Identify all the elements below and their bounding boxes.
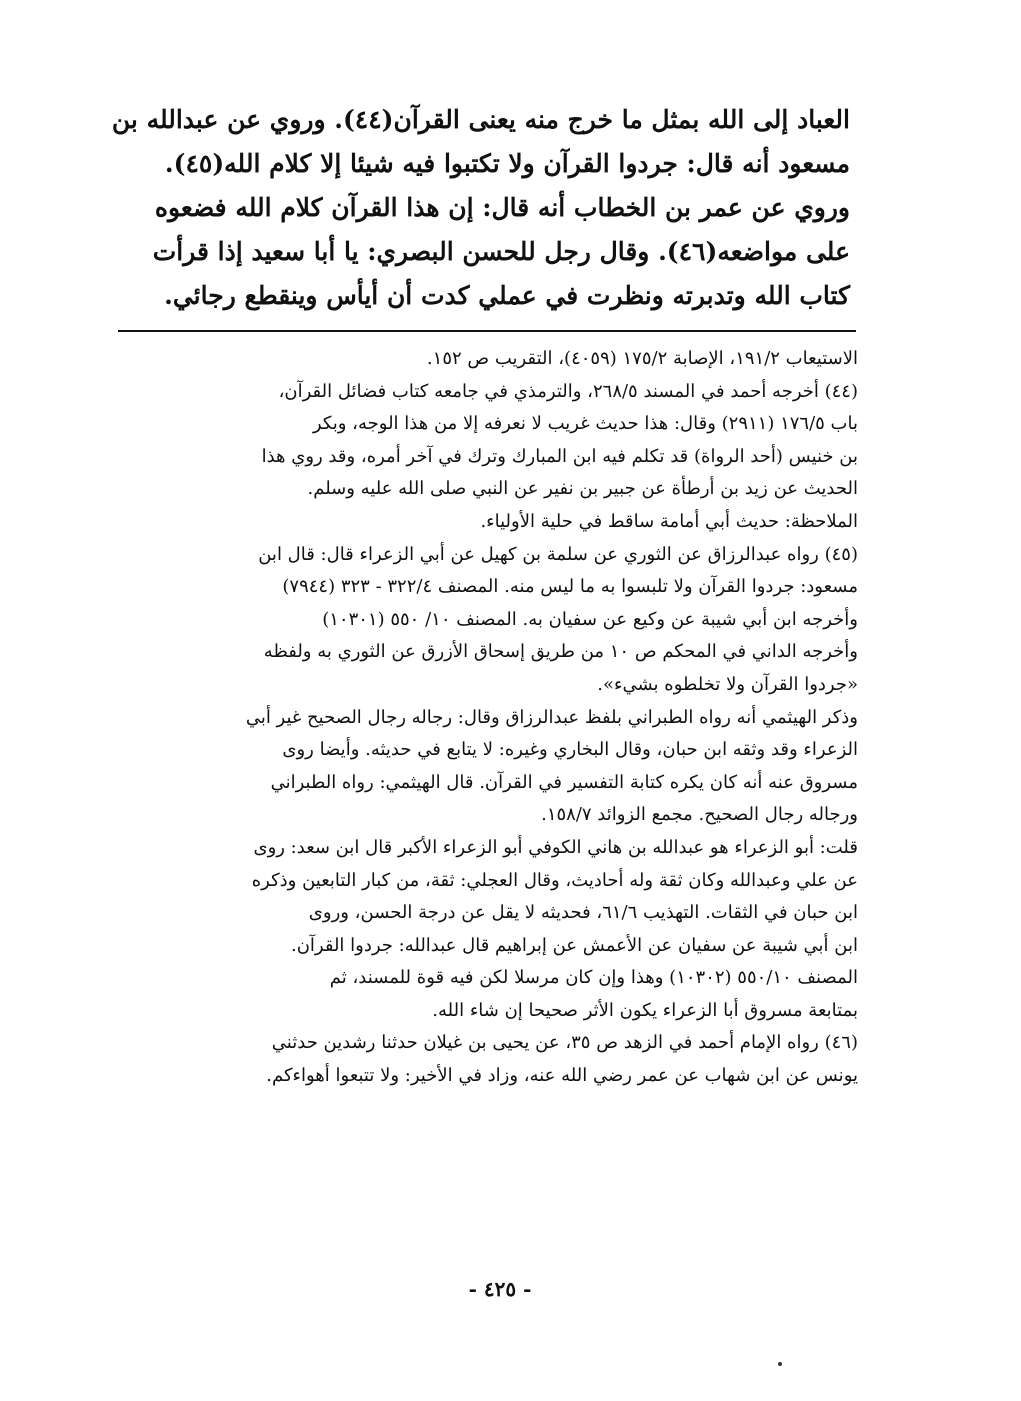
footnote-line: المصنف ٥٥٠/١٠ (١٠٣٠٢) وهذا وإن كان مرسلا لكن فيه قوة للمسند، ثم: [329, 967, 858, 989]
footnote-line: ابن حبان في الثقات. التهذيب ٦١/٦، فحديثه لا يقل عن درجة الحسن، وروى: [308, 902, 858, 924]
footnotes-section: [118, 343, 858, 1093]
main-text-line: وروي عن عمر بن الخطاب أنه قال: إن هذا القرآن كلام الله فضعوه: [154, 193, 850, 222]
footnote-line: مسروق عنه أنه كان يكره كتابة التفسير في القرآن. قال الهيثمي: رواه الطبراني: [270, 771, 858, 793]
footnote-line: مسعود: جردوا القرآن ولا تلبسوا به ما ليس منه. المصنف ٣٢٢/٤ - ٣٢٣ (٧٩٤٤): [282, 576, 858, 598]
footnote-line: ابن أبي شيبة عن سفيان عن الأعمش عن إبراهيم قال عبدالله: جردوا القرآن.: [290, 934, 858, 956]
footnote-line: قلت: أبو الزعراء هو عبدالله بن هاني الكوفي أبو الزعراء الأكبر قال ابن سعد: روى: [253, 836, 858, 858]
footnote-line: بن خنيس (أحد الرواة) قد تكلم فيه ابن المبارك وترك في آخر أمره، وقد روي هذا: [261, 445, 858, 467]
footnote-line: ورجاله رجال الصحيح. مجمع الزوائد ١٥٨/٧.: [541, 804, 858, 826]
footnote-line: عن علي وعبدالله وكان ثقة وله أحاديث، وقال العجلي: ثقة، من كبار التابعين وذكره: [251, 869, 858, 891]
main-text-line: مسعود أنه قال: جردوا القرآن ولا تكتبوا فيه شيئا إلا كلام الله(٤٥).: [164, 149, 850, 178]
main-text-line: كتاب الله وتدبرته ونظرت في عملي كدت أن أيأس وينقطع رجائي.: [164, 281, 850, 310]
footnote-line: يونس عن ابن شهاب عن عمر رضي الله عنه، وزاد في الأخير: ولا تتبعوا أهواءكم.: [266, 1065, 858, 1087]
main-body-text: [111, 98, 850, 318]
footnote-line: بمتابعة مسروق أبا الزعراء يكون الأثر صحيحا إن شاء الله.: [432, 999, 858, 1021]
footnote-line: وأخرجه الداني في المحكم ص ١٠ من طريق إسحاق الأزرق عن الثوري به ولفظه: [263, 641, 858, 663]
footnote-line: (٤٥) رواه عبدالرزاق عن الثوري عن سلمة بن كهيل عن أبي الزعراء قال: قال ابن: [258, 543, 858, 565]
footnote-line: الملاحظة: حديث أبي أمامة ساقط في حلية الأولياء.: [480, 510, 858, 532]
footnote-line: الحديث عن زيد بن أرطأة عن جبير بن نفير عن النبي صلى الله عليه وسلم.: [307, 478, 858, 500]
footnote-line: الاستيعاب ١٩١/٢، الإصابة ١٧٥/٢ (٤٠٥٩)، التقريب ص ١٥٢.: [426, 348, 858, 369]
footnote-line: وأخرجه ابن أبي شيبة عن وكيع عن سفيان به. المصنف ١٠/ ٥٥٠ (١٠٣٠١): [322, 608, 858, 630]
footnote-divider: [118, 330, 856, 332]
footnote-line: باب ١٧٦/٥ (٢٩١١) وقال: هذا حديث غريب لا نعرفه إلا من هذا الوجه، وبكر: [312, 413, 858, 435]
footnote-line: (٤٤) أخرجه أحمد في المسند ٢٦٨/٥، والترمذي في جامعه كتاب فضائل القرآن،: [278, 380, 858, 402]
page-number: - ٤٢٥ -: [468, 1277, 532, 1301]
scan-speck: [778, 1362, 782, 1366]
footnote-line: الزعراء وقد وثقه ابن حبان، وقال البخاري وغيره: لا يتابع في حديثه. وأيضا روى: [282, 739, 858, 761]
footnote-line: وذكر الهيثمي أنه رواه الطبراني بلفظ عبدالرزاق وقال: رجاله رجال الصحيح غير أبي: [245, 706, 858, 728]
footnote-line: (٤٦) رواه الإمام أحمد في الزهد ص ٣٥، عن يحيى بن غيلان حدثنا رشدين حدثني: [271, 1032, 858, 1054]
main-text-line: العباد إلى الله بمثل ما خرج منه يعنى القرآن(٤٤). وروي عن عبدالله بن: [111, 105, 850, 134]
main-text-line: على مواضعه(٤٦). وقال رجل للحسن البصري: يا أبا سعيد إذا قرأت: [152, 237, 850, 266]
footnote-line: «جردوا القرآن ولا تخلطوه بشيء».: [597, 673, 858, 695]
